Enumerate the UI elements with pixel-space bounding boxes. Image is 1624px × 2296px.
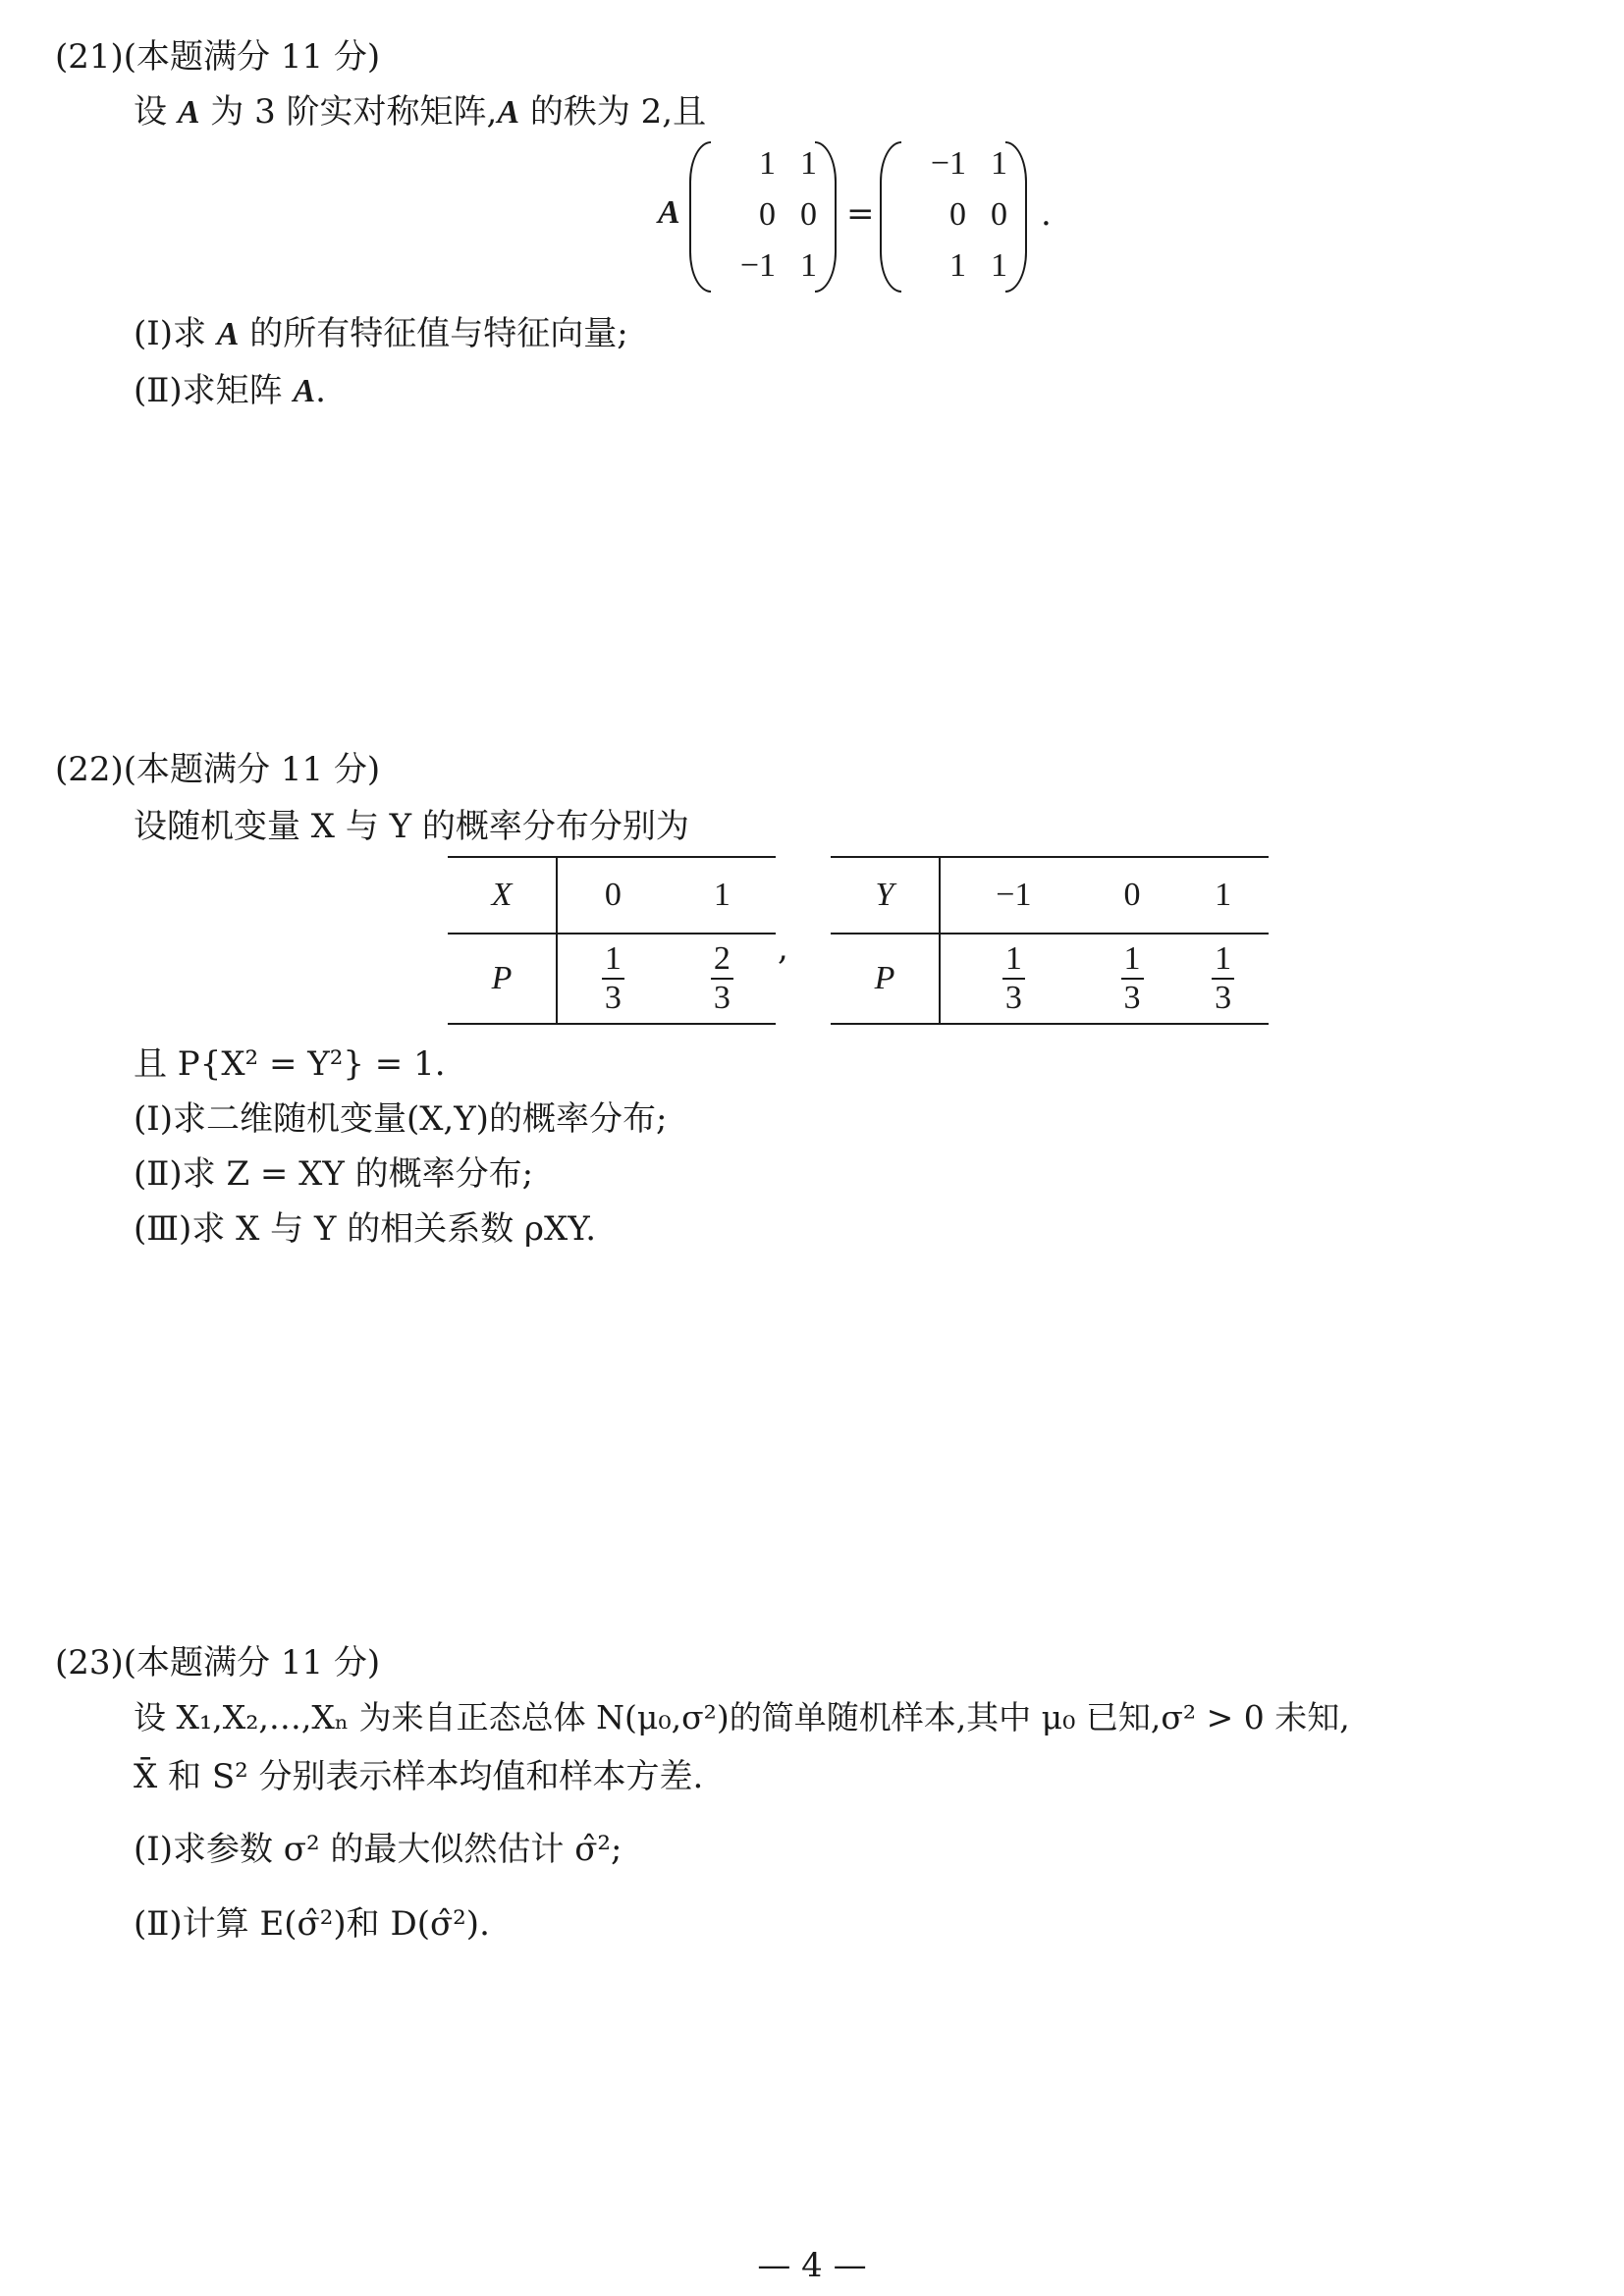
q22-heading: (22)(本题满分 11 分) bbox=[55, 750, 381, 789]
left-paren bbox=[689, 141, 711, 293]
q22-intro: 设随机变量 X 与 Y 的概率分布分别为 bbox=[134, 807, 689, 846]
matrix-symbol: A bbox=[177, 94, 200, 131]
comma: , bbox=[778, 929, 788, 968]
numerator: 1 bbox=[1212, 940, 1234, 980]
q22-part1: (Ⅰ)求二维随机变量(X,Y)的概率分布; bbox=[134, 1099, 668, 1139]
q21-heading: (21)(本题满分 11 分) bbox=[55, 37, 381, 77]
matrix-cell: 0 bbox=[800, 196, 817, 233]
matrix-cell: −1 bbox=[739, 247, 776, 284]
denominator: 3 bbox=[713, 980, 731, 1016]
q21-part1-post: 的所有特征值与特征向量; bbox=[239, 314, 628, 353]
table-x-prob bbox=[557, 934, 669, 1024]
matrix-right bbox=[880, 137, 1027, 294]
table-x-value: 0 bbox=[557, 857, 669, 934]
matrix-cell: 1 bbox=[800, 145, 817, 182]
q21-part2 bbox=[134, 363, 326, 411]
page-number: — 4 — bbox=[757, 2246, 867, 2285]
q22-condition: 且 P{X² = Y²} = 1. bbox=[134, 1044, 446, 1084]
matrix-left bbox=[689, 137, 837, 294]
denominator: 3 bbox=[1123, 980, 1141, 1016]
matrix-cell: 1 bbox=[991, 145, 1007, 182]
q21-intro-mid: 为 3 阶实对称矩阵, bbox=[199, 92, 498, 132]
matrix-symbol: A bbox=[216, 316, 240, 352]
matrix-symbol: A bbox=[293, 373, 316, 409]
matrix-cell: 0 bbox=[991, 196, 1007, 233]
matrix-cell: 1 bbox=[949, 247, 966, 284]
distribution-table-y bbox=[831, 856, 1269, 1025]
matrix-symbol: A bbox=[497, 94, 520, 131]
matrix-cell: −1 bbox=[930, 145, 966, 182]
fraction bbox=[602, 940, 624, 1017]
q21-part2-pre: (Ⅱ)求矩阵 bbox=[134, 371, 294, 410]
matrix-cell: 0 bbox=[759, 196, 776, 233]
equals-sign: = bbox=[846, 194, 875, 234]
table-y-prob bbox=[1177, 934, 1269, 1024]
q23-heading: (23)(本题满分 11 分) bbox=[55, 1643, 381, 1682]
q23-part2: (Ⅱ)计算 E(σ̂²)和 D(σ̂²). bbox=[134, 1904, 490, 1944]
table-y-prob bbox=[1087, 934, 1178, 1024]
table-y-value: −1 bbox=[940, 857, 1087, 934]
q21-intro-post: 的秩为 2,且 bbox=[519, 92, 707, 132]
left-paren bbox=[880, 141, 901, 293]
matrix-cell: 0 bbox=[949, 196, 966, 233]
table-y-var: Y bbox=[831, 857, 940, 934]
table-y-p-label: P bbox=[831, 934, 940, 1024]
numerator: 1 bbox=[1121, 940, 1144, 980]
q21-intro-pre: 设 bbox=[134, 92, 178, 132]
period: . bbox=[1041, 194, 1052, 234]
table-y-prob bbox=[940, 934, 1087, 1024]
table-x-p-label: P bbox=[448, 934, 557, 1024]
fraction bbox=[1121, 940, 1144, 1017]
matrix-symbol: A bbox=[658, 194, 680, 231]
q21-part2-post: . bbox=[315, 371, 326, 410]
table-y-value: 1 bbox=[1177, 857, 1269, 934]
q21-part1 bbox=[134, 306, 628, 354]
q21-part1-pre: (Ⅰ)求 bbox=[134, 314, 217, 353]
denominator: 3 bbox=[1004, 980, 1022, 1016]
denominator: 3 bbox=[1215, 980, 1232, 1016]
table-x-prob bbox=[669, 934, 776, 1024]
fraction bbox=[711, 940, 733, 1017]
denominator: 3 bbox=[604, 980, 622, 1016]
q23-line1: 设 X₁,X₂,…,Xₙ 为来自正态总体 N(μ₀,σ²)的简单随机样本,其中 μ₀ 已知,σ² > 0 未知, bbox=[134, 1698, 1350, 1736]
matrix-cell: 1 bbox=[991, 247, 1007, 284]
fraction bbox=[1002, 940, 1025, 1017]
table-y-value: 0 bbox=[1087, 857, 1178, 934]
matrix-cell: 1 bbox=[800, 247, 817, 284]
right-paren bbox=[1005, 141, 1027, 293]
table-x-var: X bbox=[448, 857, 557, 934]
q23-part1: (Ⅰ)求参数 σ² 的最大似然估计 σ̂²; bbox=[134, 1830, 623, 1869]
q23-line2: X̄ 和 S² 分别表示样本均值和样本方差. bbox=[134, 1757, 704, 1796]
right-paren bbox=[815, 141, 837, 293]
numerator: 1 bbox=[1002, 940, 1025, 980]
matrix-cell: 1 bbox=[759, 145, 776, 182]
q22-part3: (Ⅲ)求 X 与 Y 的相关系数 ρXY. bbox=[134, 1209, 597, 1249]
q21-intro bbox=[134, 84, 706, 133]
q22-part2: (Ⅱ)求 Z = XY 的概率分布; bbox=[134, 1154, 534, 1194]
fraction bbox=[1212, 940, 1234, 1017]
numerator: 1 bbox=[602, 940, 624, 980]
table-x-value: 1 bbox=[669, 857, 776, 934]
distribution-table-x bbox=[448, 856, 776, 1025]
numerator: 2 bbox=[711, 940, 733, 980]
